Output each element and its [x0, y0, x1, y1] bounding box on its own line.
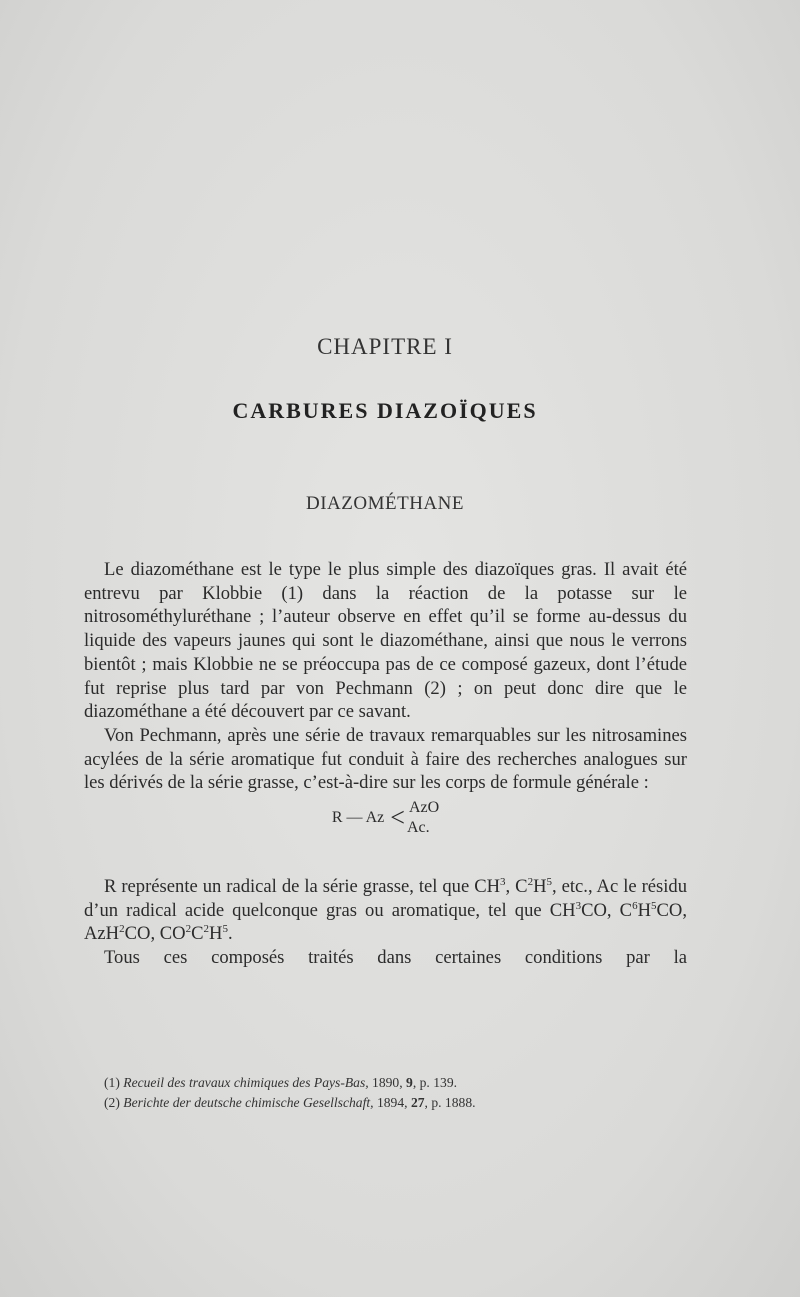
formula-sup: 2	[203, 923, 209, 936]
formula-sup: 6	[632, 899, 638, 912]
footnote-volume: 9	[406, 1075, 413, 1090]
footnote-volume: 27	[410, 1095, 425, 1110]
section-heading: DIAZOMÉTHANE	[306, 493, 464, 514]
formula-azh2co: AzH	[84, 923, 120, 945]
paragraph-3: R représente un radical de la série grasse, tel que $CH^3$, $C^2H^5$, etc., Ac le résidu d’un radical acide quelconque gras ou aromatique, tel que $CH^3CO$, $C^6H^5CO$, AzH$^2$CO, $CO^2C^2H^5$.	[84, 875, 688, 945]
footnote-number: (2)	[104, 1095, 120, 1110]
footnote-2	[104, 1093, 704, 1113]
formula-c: C	[191, 923, 204, 945]
footnote-page: , p. 139.	[412, 1075, 458, 1090]
formula-sup: 3	[500, 875, 506, 888]
formula-tail: CO,	[124, 923, 160, 945]
footnote-source-title: Berichte der deutsche chimische Gesellschaft,	[123, 1095, 374, 1110]
footnote-1	[104, 1073, 704, 1093]
formula-sup: 5	[222, 923, 228, 936]
paragraph-2: Von Pechmann, après une série de travaux remarquables sur les nitrosamines acylées de la série aromatique fut conduit à faire des recherches analogues sur les dérivés de la série grasse, c’est-à-dire sur les corps de formule générale :	[84, 724, 687, 794]
chapter-title: CARBURES DIAZOÏQUES	[232, 398, 538, 423]
formula-bottom: Ac.	[406, 819, 430, 837]
formula-co2c2h5: CO	[159, 923, 186, 945]
formula-h: H	[533, 876, 547, 898]
formula-ch3: CH	[474, 876, 501, 898]
footnote-number: (1)	[104, 1075, 120, 1090]
paragraph-4: Tous ces composés traités dans certaines conditions par la	[104, 947, 687, 969]
paragraph-3-intro: R représente un radical de la série grasse, tel que	[104, 876, 475, 898]
formula-sup: 5	[546, 875, 553, 888]
formula-c6h5co: C	[619, 899, 633, 921]
chapter-heading: CHAPITRE I	[317, 334, 453, 359]
formula-lhs: R — Az	[331, 809, 385, 827]
formula-branch-symbol: <	[390, 803, 405, 833]
body-text	[84, 558, 687, 970]
footnote-year: 1890,	[368, 1075, 407, 1090]
footnote-year: 1894,	[373, 1095, 411, 1110]
formula-ch3co: CH	[549, 899, 576, 921]
formula-branches	[407, 798, 439, 838]
text-ac: Ac le résidu d’un radical acide quelconque gras ou aromatique, tel que	[84, 876, 688, 921]
formula-sup: 3	[575, 899, 582, 912]
paragraph-1: Le diazométhane est le type le plus simple des diazoïques gras. Il avait été entrevu par Klobbie (1) dans la réaction de la potasse sur le nitrosométhyluréthane ; l’auteur observe en effet qu’il se forme au-dessus du liquide des vapeurs jaunes qui sont le diazométhane, ainsi que nous le verrons bientôt ; mais Klobbie ne se préoccupa pas de ce composé gazeux, dont l’étude fut reprise plus tard par von Pechmann (2) ; on peut donc dire que le diazométhane a été découvert par ce savant.	[84, 559, 687, 723]
formula-h: H	[209, 923, 223, 945]
formula-sup: 2	[527, 875, 534, 888]
formula-tail: CO,	[656, 899, 687, 921]
footnote-source-title: Recueil des travaux chimiques des Pays-Bas,	[123, 1075, 369, 1090]
formula-sup: 2	[185, 923, 192, 936]
formula-top: AzO	[408, 799, 440, 817]
general-formula	[84, 795, 687, 841]
formula-sup: 2	[119, 923, 125, 936]
footnote-page: , p. 1888.	[424, 1095, 476, 1110]
formula-h: H	[637, 899, 651, 921]
text-etc: , etc.,	[552, 876, 593, 898]
footnotes	[104, 1073, 704, 1113]
formula-c2h5: C	[515, 876, 528, 898]
formula-sup: 5	[651, 899, 657, 912]
formula-tail: CO,	[581, 899, 620, 921]
text-period: .	[227, 923, 233, 945]
